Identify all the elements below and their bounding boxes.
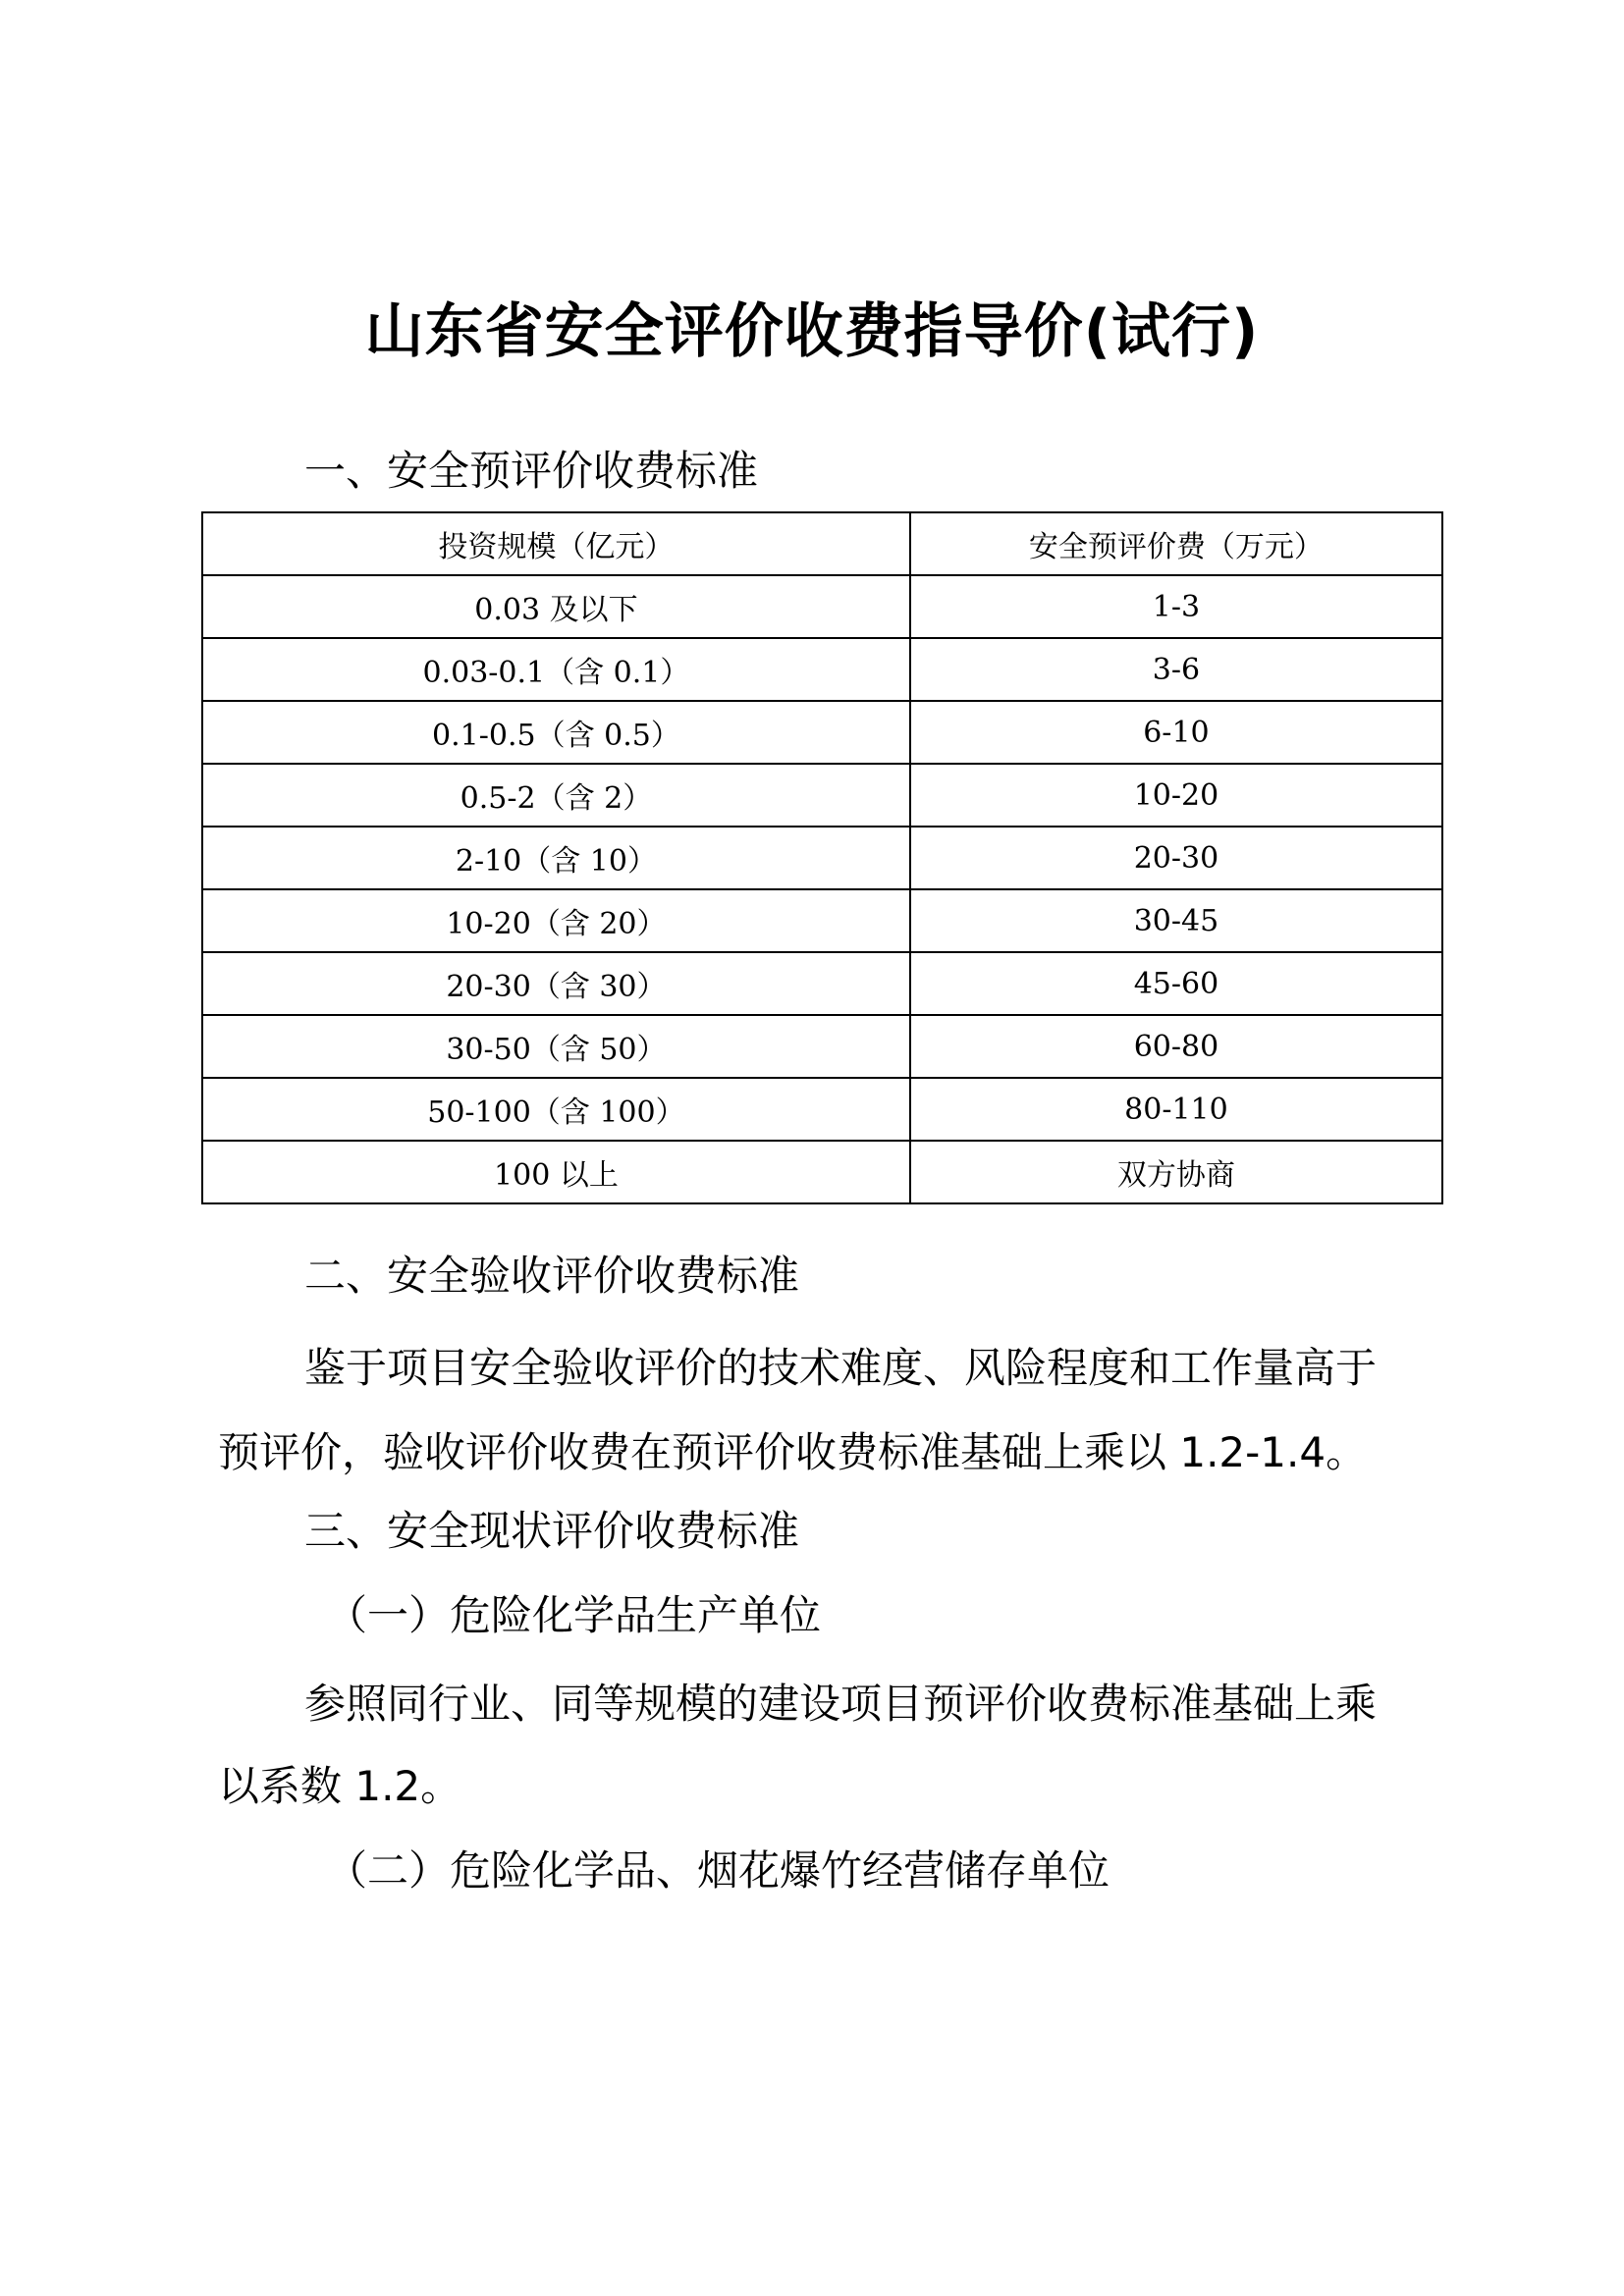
- cell-scale: 0.03 及以下: [202, 575, 910, 638]
- cell-scale: 100 以上: [202, 1141, 910, 1203]
- table-row: [202, 764, 1442, 827]
- table-row: [202, 1078, 1442, 1141]
- fee-table: [201, 511, 1443, 1204]
- header-pre-evaluation-fee: 安全预评价费（万元）: [910, 512, 1442, 575]
- header-investment-scale: 投资规模（亿元）: [202, 512, 910, 575]
- table-row: [202, 638, 1442, 701]
- cell-fee: 1-3: [910, 575, 1442, 638]
- cell-scale: 30-50（含 50）: [202, 1015, 910, 1078]
- cell-fee: 80-110: [910, 1078, 1442, 1141]
- table-header-row: [202, 512, 1442, 575]
- subsection1-paragraph-line1: 参照同行业、同等规模的建设项目预评价收费标准基础上乘: [304, 1680, 1378, 1728]
- cell-scale: 10-20（含 20）: [202, 889, 910, 952]
- cell-fee: 20-30: [910, 827, 1442, 889]
- cell-scale: 2-10（含 10）: [202, 827, 910, 889]
- cell-fee: 3-6: [910, 638, 1442, 701]
- cell-fee: 30-45: [910, 889, 1442, 952]
- table-row: [202, 701, 1442, 764]
- cell-scale: 0.1-0.5（含 0.5）: [202, 701, 910, 764]
- cell-scale: 50-100（含 100）: [202, 1078, 910, 1141]
- cell-fee: 60-80: [910, 1015, 1442, 1078]
- section2-paragraph-line1: 鉴于项目安全验收评价的技术难度、风险程度和工作量高于: [304, 1344, 1378, 1392]
- subsection2-heading: （二）危险化学品、烟花爆竹经营储存单位: [326, 1846, 1110, 1895]
- cell-fee: 10-20: [910, 764, 1442, 827]
- section3-heading: 三、安全现状评价收费标准: [304, 1507, 800, 1555]
- cell-fee: 双方协商: [910, 1141, 1442, 1203]
- table-row: [202, 575, 1442, 638]
- subsection1-heading: （一）危险化学品生产单位: [326, 1591, 822, 1639]
- table-row: [202, 1141, 1442, 1203]
- section2-paragraph-line2: 预评价，验收评价收费在预评价收费标准基础上乘以 1.2-1.4。: [218, 1428, 1368, 1476]
- section2-heading: 二、安全验收评价收费标准: [304, 1252, 800, 1300]
- cell-fee: 45-60: [910, 952, 1442, 1015]
- cell-fee: 6-10: [910, 701, 1442, 764]
- table-row: [202, 952, 1442, 1015]
- table-row: [202, 1015, 1442, 1078]
- document-title: 山东省安全评价收费指导价(试行): [364, 297, 1260, 366]
- cell-scale: 0.5-2（含 2）: [202, 764, 910, 827]
- cell-scale: 20-30（含 30）: [202, 952, 910, 1015]
- section1-heading: 一、安全预评价收费标准: [304, 447, 759, 495]
- table-row: [202, 889, 1442, 952]
- table-row: [202, 827, 1442, 889]
- cell-scale: 0.03-0.1（含 0.1）: [202, 638, 910, 701]
- subsection1-paragraph-line2: 以系数 1.2。: [218, 1762, 462, 1810]
